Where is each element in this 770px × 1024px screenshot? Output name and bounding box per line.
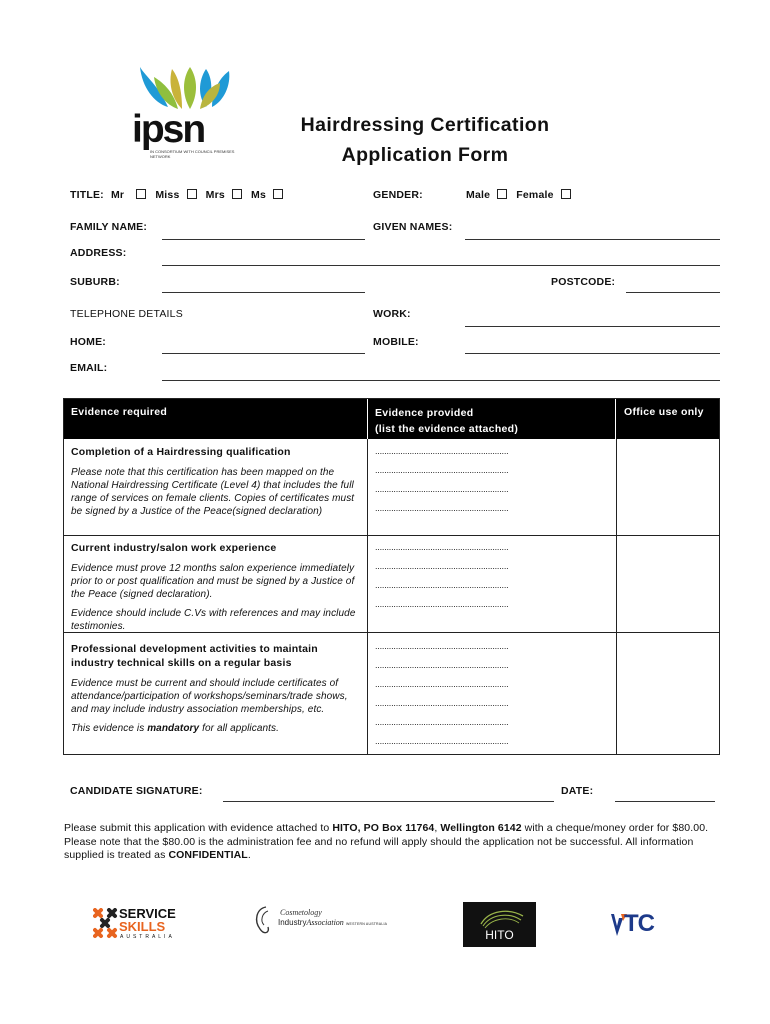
hito-logo: HITO [463, 902, 536, 947]
work-phone-field[interactable] [465, 326, 720, 327]
section-professional-development [71, 642, 361, 741]
home-phone-field[interactable] [162, 353, 365, 354]
title-option-mr: Mr [110, 189, 125, 201]
table-header [64, 399, 719, 439]
date-field[interactable] [615, 801, 715, 802]
logo-wordmark: ipsn [132, 108, 205, 151]
section-note: Evidence must prove 12 months salon experience immediately prior to or post qualification and must be signed by a Justice of the Peace (signed declaration). [71, 563, 355, 600]
evidence-table [63, 398, 720, 755]
mrs-checkbox[interactable] [232, 189, 242, 199]
male-checkbox[interactable] [497, 189, 507, 199]
female-checkbox[interactable] [561, 189, 571, 199]
home-label: HOME: [70, 336, 106, 348]
title-option-ms: Ms [251, 189, 267, 201]
suburb-field[interactable] [162, 292, 365, 293]
signature-field[interactable] [223, 801, 554, 802]
swirl-icon [252, 905, 274, 937]
title-option-miss: Miss [155, 189, 180, 201]
family-name-label: FAMILY NAME: [70, 221, 148, 233]
gender-option-male: Male [466, 189, 491, 201]
telephone-label: TELEPHONE DETAILS [70, 308, 183, 320]
vtc-logo: TC [609, 910, 671, 940]
postcode-label: POSTCODE: [551, 276, 616, 288]
service-skills-logo: SERVICE SKILLS AUSTRALIA [93, 906, 203, 942]
cosmetology-logo: Cosmetology IndustryAssociation WESTERN AUSTRALIA [252, 905, 397, 937]
given-names-field[interactable] [465, 239, 720, 240]
given-names-label: GIVEN NAMES: [373, 221, 453, 233]
logo-subtext: IN CONSORTIUM WITH COUNCIL PREMISES NETWORK [150, 149, 235, 159]
title-label: TITLE: [70, 189, 104, 201]
title-option-mrs: Mrs [205, 189, 225, 201]
gender-row [466, 189, 577, 201]
mandatory-note: This evidence is mandatory for all applicants. [71, 723, 280, 734]
section-qualification [71, 445, 361, 524]
mr-checkbox[interactable] [136, 189, 146, 199]
page-title: Hairdressing Certification Application Form [300, 114, 550, 166]
address-label: ADDRESS: [70, 247, 127, 259]
evidence-lines-qualification[interactable]: .......................................................... .......................................................... .......................................................... .......................................................... [375, 446, 509, 513]
miss-checkbox[interactable] [187, 189, 197, 199]
ms-checkbox[interactable] [273, 189, 283, 199]
email-label: EMAIL: [70, 362, 108, 374]
section-note: Evidence should include C.Vs with references and may include testimonies. [71, 608, 356, 632]
ipsn-logo [132, 63, 242, 163]
postcode-field[interactable] [626, 292, 720, 293]
evidence-lines-work-experience[interactable]: .......................................................... .......................................................... .......................................................... .......................................................... [375, 542, 509, 609]
section-work-experience [71, 541, 361, 639]
col-evidence-provided: Evidence provided (list the evidence attached) [375, 407, 519, 435]
title-row [70, 189, 289, 201]
mobile-phone-field[interactable] [465, 353, 720, 354]
address-field[interactable] [162, 265, 720, 266]
evidence-lines-professional-development[interactable]: .......................................................... .......................................................... .......................................................... .......................................................... .......................................................... .......................................................... [375, 641, 509, 746]
section-heading: Professional development activities to maintain industry technical skills on a regular basis [71, 643, 318, 669]
date-label: DATE: [561, 785, 594, 797]
candidate-signature-label: CANDIDATE SIGNATURE: [70, 785, 203, 797]
suburb-label: SUBURB: [70, 276, 120, 288]
submission-instructions: Please submit this application with evidence attached to HITO, PO Box 11764, Wellington 6142 with a cheque/money order for $80.00. Please note that the $80.00 is the administration fee and no refund will apply should the application not be successful. All information supplied is treated as CONFIDENTIAL. [64, 822, 709, 861]
gender-label: GENDER: [373, 189, 423, 201]
mobile-label: MOBILE: [373, 336, 419, 348]
col-office-use: Office use only [624, 406, 704, 418]
section-heading: Current industry/salon work experience [71, 542, 277, 554]
section-note: Please note that this certification has been mapped on the National Hairdressing Certificate (Level 4) that includes the full range of services on female clients. Copies of certificates must be signed by a Justice of the Peace(signed declaration) [71, 467, 355, 517]
col-evidence-required: Evidence required [71, 406, 168, 418]
family-name-field[interactable] [162, 239, 365, 240]
work-label: WORK: [373, 308, 411, 320]
section-note: Evidence must be current and should include certificates of attendance/participation of workshops/seminars/trade shows, and may include industry association memberships, etc. [71, 678, 348, 715]
gender-option-female: Female [516, 189, 554, 201]
section-heading: Completion of a Hairdressing qualification [71, 446, 291, 458]
email-field[interactable] [162, 380, 720, 381]
